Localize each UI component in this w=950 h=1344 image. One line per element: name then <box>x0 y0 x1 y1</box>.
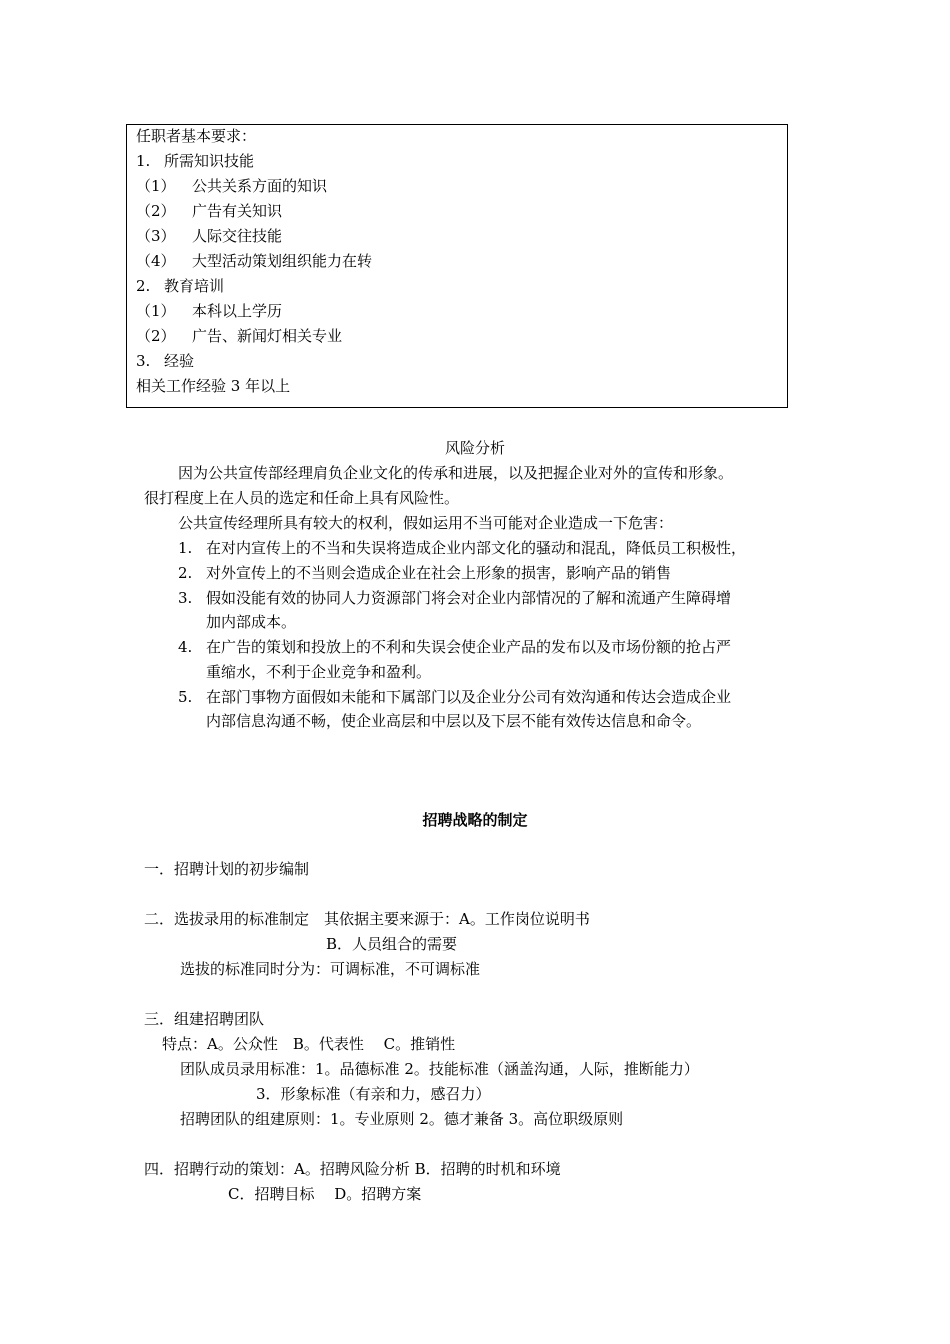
strategy-section-1: 一．招聘计划的初步编制 <box>144 860 310 878</box>
item-text: 人际交往技能 <box>192 227 283 245</box>
section-title: 所需知识技能 <box>164 152 255 170</box>
risk-paragraph-1-cont: 很打程度上在人员的选定和任命上具有风险性。 <box>144 489 460 507</box>
section-number: 1. <box>136 152 151 170</box>
experience-text: 相关工作经验 3 年以上 <box>136 377 291 395</box>
list-item <box>136 324 342 349</box>
list-item <box>136 249 372 274</box>
list-item <box>136 174 327 199</box>
item-text: 本科以上学历 <box>192 302 283 320</box>
item-number: （4） <box>136 252 176 270</box>
item-text: 对外宣传上的不当则会造成企业在社会上形象的损害，影响产品的销售 <box>206 564 672 582</box>
risk-paragraph-2: 公共宣传经理所具有较大的权利，假如运用不当可能对企业造成一下危害： <box>178 514 674 532</box>
strategy-section-2: 二．选拔录用的标准制定 其依据主要来源于：A。工作岗位说明书 <box>144 910 590 928</box>
item-text: 在广告的策划和投放上的不利和失误会使企业产品的发布以及市场份额的抢占严 <box>206 638 732 656</box>
risk-item-cont: 加内部成本。 <box>206 613 297 631</box>
item-number: （2） <box>136 202 176 220</box>
risk-item <box>178 536 746 561</box>
item-number: 1. <box>178 539 193 557</box>
requirement-section-1 <box>136 149 254 174</box>
risk-item-cont: 内部信息沟通不畅，使企业高层和中层以及下层不能有效传达信息和命令。 <box>206 712 702 730</box>
requirements-heading: 任职者基本要求： <box>136 127 257 145</box>
item-text: 广告、新闻灯相关专业 <box>192 327 343 345</box>
team-criteria-cont: 3．形象标准（有亲和力，感召力） <box>256 1085 491 1103</box>
strategy-title: 招聘战略的制定 <box>422 811 528 829</box>
strategy-section-2-note: 选拔的标准同时分为：可调标准，不可调标准 <box>180 960 481 978</box>
section-title: 经验 <box>164 352 195 370</box>
team-criteria: 团队成员录用标准：1。品德标准 2。技能标准（涵盖沟通，人际，推断能力） <box>180 1060 699 1078</box>
risk-item <box>178 685 731 710</box>
item-text: 在对内宣传上的不当和失误将造成企业内部文化的骚动和混乱，降低员工积极性， <box>206 539 747 557</box>
item-number: （2） <box>136 327 176 345</box>
item-number: 4. <box>178 638 193 656</box>
section-number: 2. <box>136 277 151 295</box>
team-principles: 招聘团队的组建原则：1。专业原则 2。德才兼备 3。高位职级原则 <box>180 1110 624 1128</box>
list-item <box>136 299 282 324</box>
item-text: 假如没能有效的协同人力资源部门将会对企业内部情况的了解和流通产生障碍增 <box>206 589 732 607</box>
team-traits: 特点：A。公众性 B。代表性 C。推销性 <box>162 1035 456 1053</box>
item-number: 5. <box>178 688 193 706</box>
list-item <box>136 224 282 249</box>
item-text: 大型活动策划组织能力在转 <box>192 252 373 270</box>
strategy-section-3: 三．组建招聘团队 <box>144 1010 265 1028</box>
item-text: 公共关系方面的知识 <box>192 177 328 195</box>
item-number: （1） <box>136 302 176 320</box>
section-number: 3. <box>136 352 151 370</box>
item-text: 在部门事物方面假如未能和下属部门以及企业分公司有效沟通和传达会造成企业 <box>206 688 732 706</box>
risk-item <box>178 635 731 660</box>
item-number: （3） <box>136 227 176 245</box>
item-text: 广告有关知识 <box>192 202 283 220</box>
strategy-section-4: 四．招聘行动的策划：A。招聘风险分析 B．招聘的时机和环境 <box>144 1160 561 1178</box>
item-number: 2. <box>178 564 193 582</box>
section-title: 教育培训 <box>164 277 225 295</box>
requirement-section-3 <box>136 349 194 374</box>
requirement-section-2 <box>136 274 224 299</box>
risk-item <box>178 561 671 586</box>
risk-paragraph-1: 因为公共宣传部经理肩负企业文化的传承和进展，以及把握企业对外的宣传和形象。 <box>178 464 734 482</box>
item-number: 3. <box>178 589 193 607</box>
risk-title: 风险分析 <box>444 439 505 457</box>
item-number: （1） <box>136 177 176 195</box>
list-item <box>136 199 282 224</box>
risk-item-cont: 重缩水，不利于企业竞争和盈利。 <box>206 663 432 681</box>
strategy-section-2-cont: B．人员组合的需要 <box>326 935 458 953</box>
strategy-section-4-cont: C．招聘目标 D。招聘方案 <box>228 1185 422 1203</box>
risk-item <box>178 586 731 611</box>
